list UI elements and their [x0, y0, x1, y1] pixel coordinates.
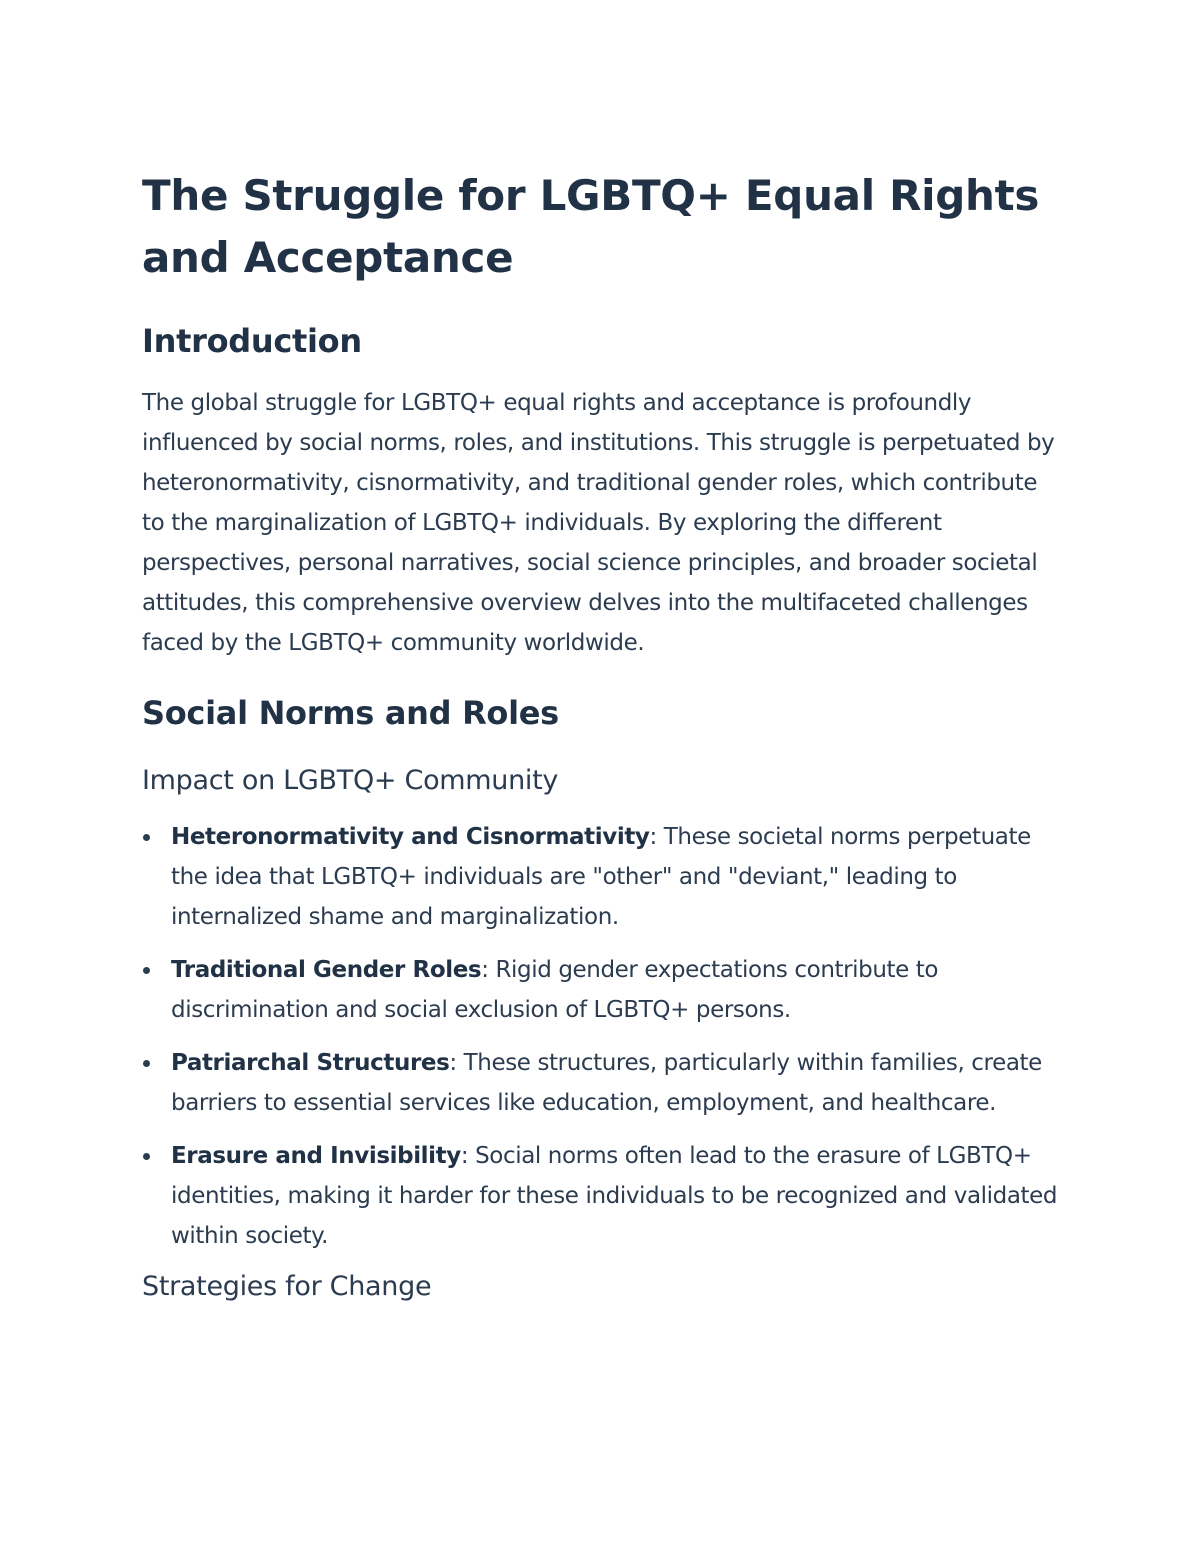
introduction-paragraph: The global struggle for LGBTQ+ equal rights and acceptance is profoundly influenced by social norms, roles, and institutions. This struggle is perpetuated by heteronormativity, cisnormativity, and traditional gender roles, which contribute to the marginalization of LGBTQ+ individuals. By exploring the different perspectives, personal narratives, social science principles, and broader societal attitudes, this comprehensive overview delves into the multifaceted challenges faced by the LGBTQ+ community worldwide.	[142, 390, 1055, 656]
list-item-term: Patriarchal Structures	[171, 1050, 450, 1076]
social-norms-heading: Social Norms and Roles	[142, 694, 559, 732]
list-item-text: : These structures, particularly within families, create barriers to essential services like education, employment, and healthcare.	[171, 1050, 1042, 1116]
bullet-icon	[143, 1153, 150, 1160]
list-item-text: : Rigid gender expectations contribute to discrimination and social exclusion of LGBTQ+ persons.	[171, 957, 939, 1023]
list-item-text: : These societal norms perpetuate the idea that LGBTQ+ individuals are "other" and "deviant," leading to internalized shame and marginalization.	[171, 824, 1031, 930]
bullet-icon	[143, 1060, 150, 1067]
list-item	[142, 950, 1062, 1030]
list-item	[142, 817, 1062, 937]
list-item-text: : Social norms often lead to the erasure of LGBTQ+ identities, making it harder for these individuals to be recognized and validated within society.	[171, 1143, 1058, 1249]
bullet-icon	[143, 834, 150, 841]
list-item-term: Erasure and Invisibility	[171, 1143, 461, 1169]
list-item-term: Heteronormativity and Cisnormativity	[171, 824, 650, 850]
document-title: The Struggle for LGBTQ+ Equal Rights and Acceptance	[142, 171, 1040, 282]
impact-subheading: Impact on LGBTQ+ Community	[142, 765, 559, 796]
introduction-heading: Introduction	[142, 322, 362, 360]
strategies-subheading: Strategies for Change	[142, 1271, 432, 1302]
document-page	[142, 165, 1062, 1305]
list-item-term: Traditional Gender Roles	[171, 957, 482, 983]
bullet-icon	[143, 967, 150, 974]
list-item	[142, 1043, 1062, 1123]
list-item	[142, 1136, 1062, 1256]
impact-list	[142, 817, 1062, 1256]
